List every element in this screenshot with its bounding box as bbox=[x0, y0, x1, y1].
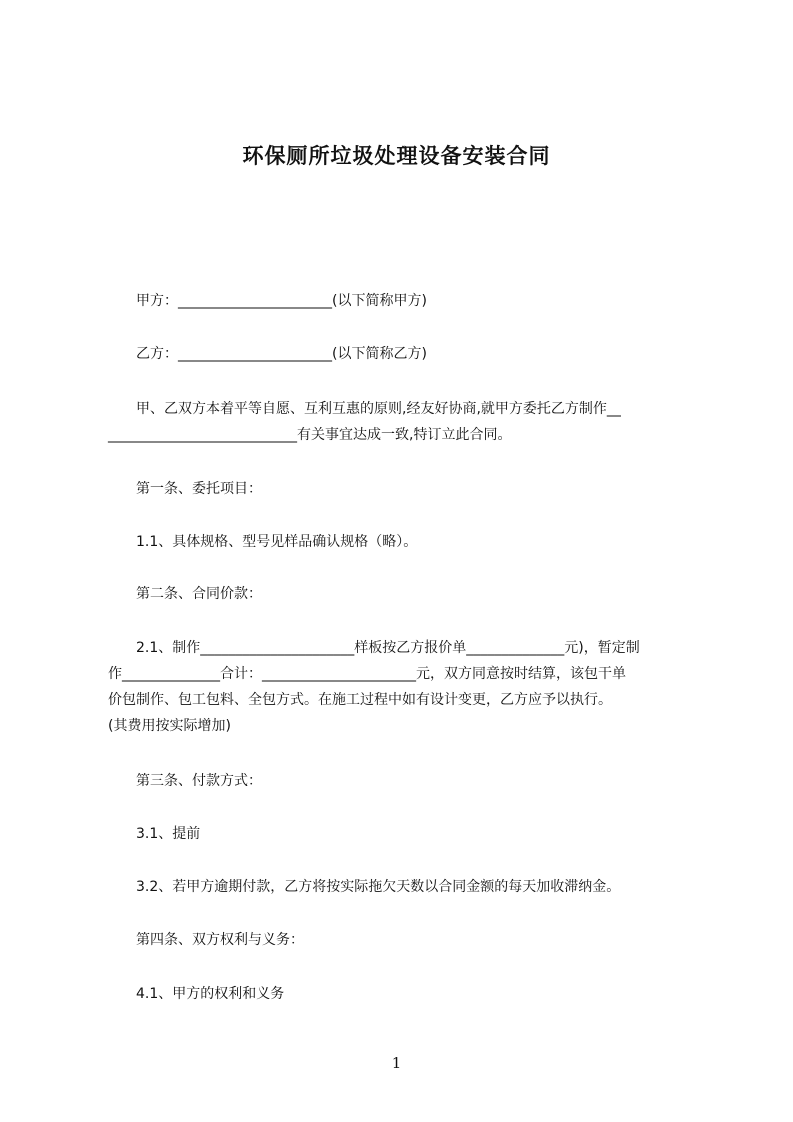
page-number: 1 bbox=[391, 1054, 402, 1072]
intro-line-1: 甲、乙双方本着平等自愿、互利互惠的原则,经友好协商,就甲方委托乙方制作__ bbox=[136, 401, 621, 417]
article-2-clause-1-line-1: 2.1、制作______________________样板按乙方报价单______________元)，暂定制 bbox=[136, 640, 640, 656]
contract-title: 环保厕所垃圾处理设备安装合同 bbox=[242, 144, 551, 168]
party-b-line: 乙方：______________________(以下简称乙方) bbox=[136, 346, 427, 362]
article-1-heading: 第一条、委托项目： bbox=[136, 481, 262, 497]
article-2-clause-1-line-3: 价包制作、包工包料、全包方式。在施工过程中如有设计变更，乙方应予以执行。 bbox=[108, 692, 612, 708]
article-2-clause-1-line-4: (其费用按实际增加) bbox=[108, 718, 231, 734]
article-1-clause-1: 1.1、具体规格、型号见样品确认规格（略）。 bbox=[136, 534, 418, 550]
article-2-clause-1-line-2: 作______________合计：______________________元，双方同意按时结算，该包干单 bbox=[108, 666, 626, 682]
article-3-clause-2: 3.2、若甲方逾期付款，乙方将按实际拖欠天数以合同金额的每天加收滞纳金。 bbox=[136, 879, 621, 895]
article-3-heading: 第三条、付款方式： bbox=[136, 773, 262, 789]
article-3-clause-1: 3.1、提前 bbox=[136, 826, 201, 842]
article-2-heading: 第二条、合同价款： bbox=[136, 586, 262, 602]
article-4-clause-1: 4.1、甲方的权利和义务 bbox=[136, 986, 285, 1002]
party-a-line: 甲方：______________________(以下简称甲方) bbox=[136, 293, 427, 309]
article-4-heading: 第四条、双方权利与义务： bbox=[136, 932, 304, 948]
intro-line-2: ___________________________有关事宜达成一致,特订立此合同。 bbox=[108, 427, 512, 443]
